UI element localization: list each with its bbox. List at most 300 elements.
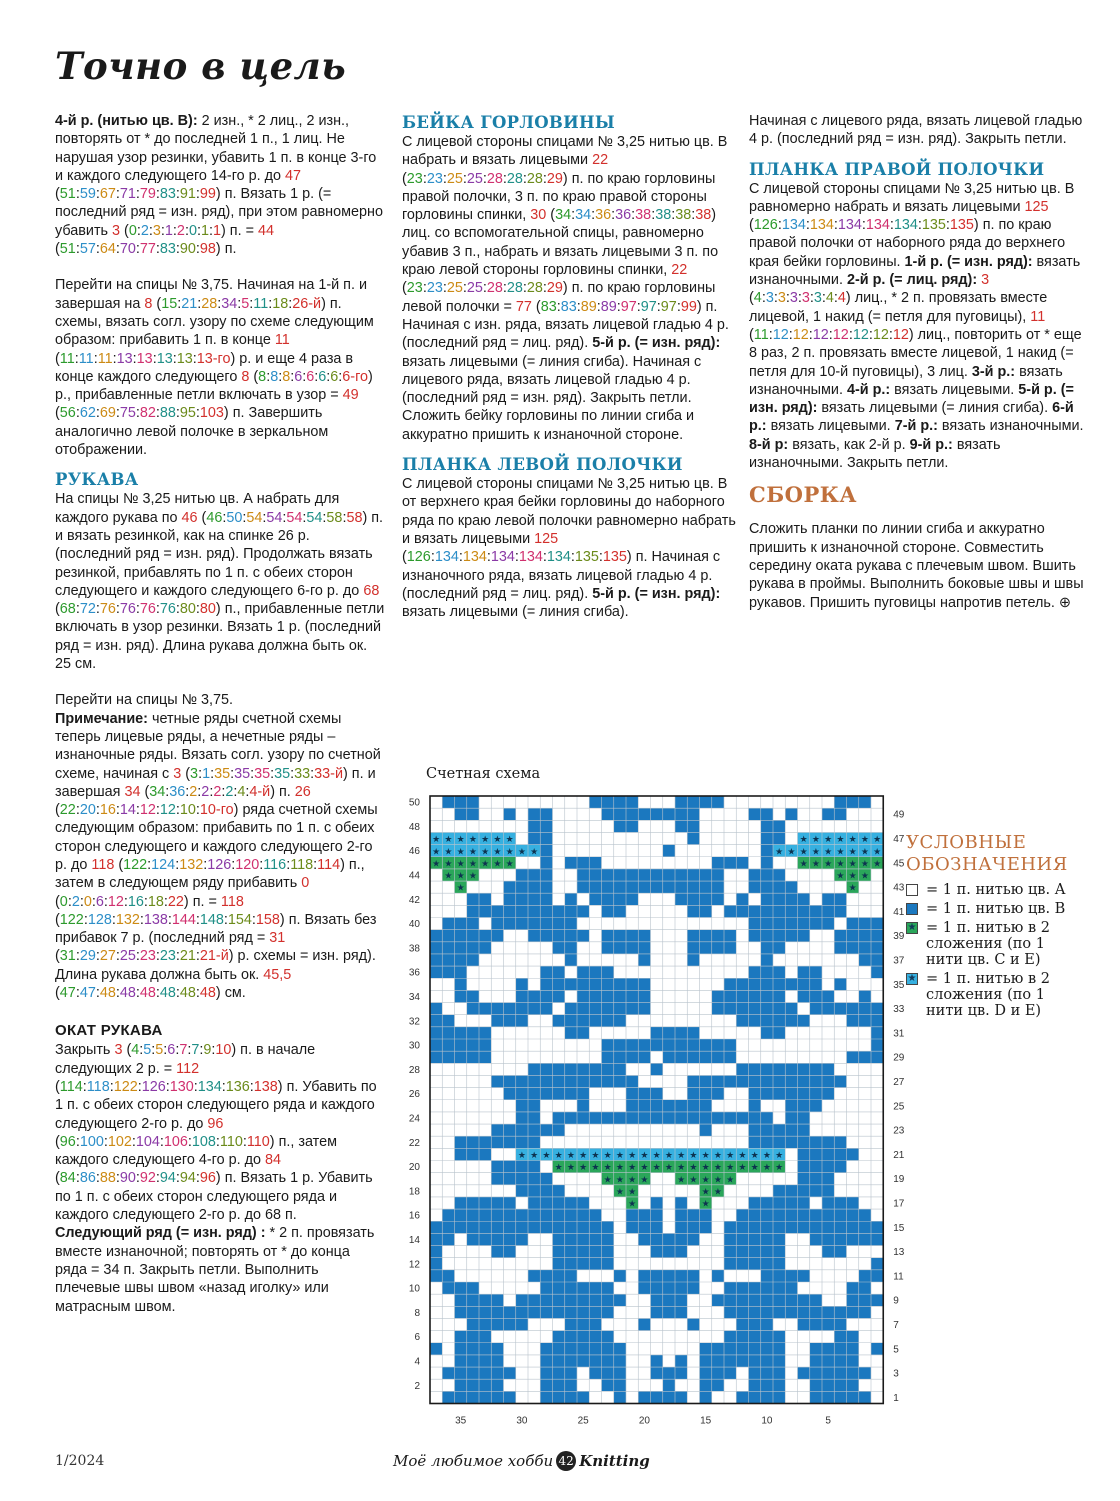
chart-cell bbox=[528, 1112, 540, 1124]
chart-cell bbox=[822, 918, 834, 930]
chart-cell bbox=[540, 1197, 552, 1209]
chart-cell bbox=[602, 930, 614, 942]
chart-cell bbox=[602, 1003, 614, 1015]
chart-cell bbox=[834, 1003, 846, 1015]
chart-cell bbox=[822, 1173, 834, 1185]
chart-cell bbox=[810, 1161, 822, 1173]
size-value: 132 bbox=[115, 911, 140, 928]
chart-cell bbox=[553, 1185, 565, 1197]
chart-cell bbox=[687, 832, 699, 844]
chart-cell bbox=[773, 1379, 785, 1391]
chart-cell bbox=[773, 1209, 785, 1221]
chart-cell bbox=[810, 1088, 822, 1100]
size-value: 10-го bbox=[199, 802, 234, 819]
chart-cell bbox=[773, 918, 785, 930]
chart-cell bbox=[675, 1391, 687, 1403]
chart-cell bbox=[455, 1343, 467, 1355]
star-mark: ★ bbox=[713, 1151, 722, 1161]
legend-item bbox=[906, 882, 1086, 898]
chart-cell bbox=[822, 1197, 834, 1209]
chart-cell bbox=[430, 930, 442, 942]
size-value: 3 bbox=[114, 1042, 123, 1059]
chart-cell bbox=[516, 1161, 528, 1173]
chart-cell bbox=[675, 1367, 687, 1379]
chart-cell bbox=[516, 918, 528, 930]
chart-cell bbox=[687, 808, 699, 820]
chart-cell bbox=[577, 1221, 589, 1233]
chart-cell bbox=[528, 893, 540, 905]
chart-cell bbox=[798, 1100, 810, 1112]
chart-cell bbox=[467, 1039, 479, 1051]
chart-cell bbox=[651, 1100, 663, 1112]
chart-cell bbox=[773, 1015, 785, 1027]
chart-cell bbox=[761, 1258, 773, 1270]
chart-cell bbox=[516, 1100, 528, 1112]
paragraph: Перейти на спицы № 3,75. bbox=[55, 692, 234, 709]
chart-cell bbox=[651, 1270, 663, 1282]
chart-cell bbox=[834, 930, 846, 942]
assembly-text: Сложить планки по линии сгиба и аккуратно пришить к изнаночной стороне. Совместить середину оката рукава с плечевым швом. Вшить рукава в проймы. Выполнить боковые швы и швы рукавов. Пришить пуговицы напротив петель. bbox=[749, 521, 1084, 611]
size-value: 22 bbox=[671, 262, 688, 279]
chart-cell bbox=[491, 1209, 503, 1221]
chart-cell bbox=[785, 1197, 797, 1209]
chart-cell bbox=[504, 1233, 516, 1245]
chart-cell bbox=[847, 1233, 859, 1245]
chart-cell bbox=[540, 905, 552, 917]
chart-cell bbox=[859, 930, 871, 942]
chart-cell bbox=[577, 1294, 589, 1306]
size-value: 89 bbox=[580, 298, 597, 315]
chart-cell bbox=[602, 905, 614, 917]
chart-cell bbox=[798, 905, 810, 917]
star-mark: ★ bbox=[615, 1187, 624, 1198]
size-value: 8 bbox=[144, 295, 153, 312]
chart-cell bbox=[577, 978, 589, 990]
chart-cell bbox=[847, 1294, 859, 1306]
column-label: 5 bbox=[825, 1415, 831, 1427]
chart-cell bbox=[491, 1136, 503, 1148]
chart-cell bbox=[810, 978, 822, 990]
chart-cell bbox=[491, 1173, 503, 1185]
chart-cell bbox=[761, 857, 773, 869]
chart-cell bbox=[663, 1051, 675, 1063]
chart-cell bbox=[467, 954, 479, 966]
chart-cell bbox=[810, 1003, 822, 1015]
size-value: 16 bbox=[99, 802, 116, 819]
chart-cell bbox=[528, 1161, 540, 1173]
size-value: 79 bbox=[139, 186, 156, 203]
size-value: 46 bbox=[206, 509, 223, 526]
chart-cell bbox=[479, 1355, 491, 1367]
chart-cell bbox=[724, 930, 736, 942]
chart-cell bbox=[491, 1221, 503, 1233]
chart-cell bbox=[565, 1282, 577, 1294]
chart-cell bbox=[626, 820, 638, 832]
chart-cell bbox=[442, 942, 454, 954]
chart-cell bbox=[540, 820, 552, 832]
chart-cell bbox=[712, 1003, 724, 1015]
star-mark: ★ bbox=[775, 1163, 784, 1174]
size-value: 108 bbox=[191, 1133, 216, 1150]
size-value: 29 bbox=[546, 280, 563, 297]
size-value: 28 bbox=[526, 280, 543, 297]
chart-cell bbox=[614, 820, 626, 832]
chart-cell bbox=[638, 1282, 650, 1294]
chart-cell bbox=[761, 1088, 773, 1100]
row-label: 5 bbox=[893, 1344, 899, 1356]
chart-cell bbox=[565, 1003, 577, 1015]
chart-cell bbox=[859, 942, 871, 954]
size-value: 1 bbox=[212, 222, 221, 239]
chart-cell bbox=[577, 966, 589, 978]
size-value: 4-й bbox=[249, 783, 271, 800]
chart-cell bbox=[479, 1318, 491, 1330]
row-label: 39 bbox=[893, 931, 905, 943]
chart-cell bbox=[442, 1015, 454, 1027]
size-value: 6 bbox=[318, 368, 327, 385]
chart-cell bbox=[479, 1221, 491, 1233]
chart-cell bbox=[761, 845, 773, 857]
chart-cell bbox=[810, 1343, 822, 1355]
column-label: 20 bbox=[638, 1415, 650, 1427]
chart-cell bbox=[577, 1233, 589, 1245]
size-value: 6 bbox=[294, 368, 303, 385]
chart-cell bbox=[553, 1124, 565, 1136]
star-mark: ★ bbox=[640, 1151, 649, 1161]
chart-cell bbox=[565, 1209, 577, 1221]
chart-cell bbox=[479, 1027, 491, 1039]
bold-label: 5-й р. (= изн. ряд): bbox=[749, 381, 1074, 417]
chart-cell bbox=[724, 1003, 736, 1015]
chart-cell bbox=[700, 1051, 712, 1063]
chart-cell bbox=[479, 1209, 491, 1221]
chart-cell bbox=[491, 1075, 503, 1087]
size-value: 97 bbox=[640, 298, 657, 315]
chart-cell bbox=[540, 1282, 552, 1294]
chart-cell bbox=[871, 1270, 883, 1282]
size-value: 2 bbox=[201, 783, 210, 800]
chart-cell bbox=[785, 1209, 797, 1221]
page-title: Точно в цель bbox=[55, 44, 347, 88]
chart-cell bbox=[614, 1039, 626, 1051]
chart-cell bbox=[516, 893, 528, 905]
chart-cell bbox=[442, 796, 454, 808]
paragraph: С лицевой стороны спицами № 3,25 нитью цв. В равномерно набрать и вязать лицевыми 125 (126:134:134:134:134:134:135:135) п. по краю правой полочки от наборного ряда до верхнего края бейки горловины. 1-й р. (= изн. ряд): вязать изнаночными. 2-й р. (= лиц. ряд): 3 (4:3:3:3:3:3:4:4) лиц., * 2 п. провязать вместе лицевой, 1 накид (= петля для пуговицы), 11 (11:12:12:12:12:12:12:12) лиц., повторить от * еще 8 раз, 2 п. провязать вместе лицевой, 1 накид (= петля для 10-й пуговицы), 3 лиц. 3-й р.: вязать изнаночными. 4-й р.: вязать лицевыми. 5-й р. (= изн. ряд): вязать лицевыми (= линия сгиба). 6-й р.: вязать лицевыми. 7-й р.: вязать изнаночными. 8-й р: вязать, как 2-й р. 9-й р.: вязать изнаночными. Закрыть петли. bbox=[749, 180, 1084, 472]
chart-cell bbox=[614, 1391, 626, 1403]
chart-cell bbox=[565, 1027, 577, 1039]
star-mark: ★ bbox=[628, 1199, 637, 1210]
size-value: 34 bbox=[575, 207, 592, 224]
row-label: 4 bbox=[414, 1356, 420, 1368]
chart-cell bbox=[577, 1003, 589, 1015]
chart-cell bbox=[479, 905, 491, 917]
chart-cell bbox=[822, 1088, 834, 1100]
size-value: 47 bbox=[285, 167, 302, 184]
star-mark: ★ bbox=[566, 1163, 575, 1174]
chart-cell bbox=[859, 1003, 871, 1015]
chart-cell bbox=[651, 1306, 663, 1318]
size-value: 21-й bbox=[199, 948, 229, 965]
chart-cell bbox=[602, 1258, 614, 1270]
size-value: 12 bbox=[159, 802, 176, 819]
size-value: 11 bbox=[253, 295, 269, 312]
chart-cell bbox=[773, 1306, 785, 1318]
chart-cell bbox=[602, 1112, 614, 1124]
size-value: 67 bbox=[99, 186, 116, 203]
star-mark: ★ bbox=[456, 859, 465, 870]
chart-cell bbox=[467, 1136, 479, 1148]
chart-cell bbox=[577, 905, 589, 917]
size-value: 34 bbox=[149, 783, 166, 800]
chart-cell bbox=[589, 1306, 601, 1318]
chart-cell bbox=[798, 918, 810, 930]
chart-cell bbox=[455, 1197, 467, 1209]
size-value: 1 bbox=[164, 222, 173, 239]
chart-cell bbox=[467, 1003, 479, 1015]
chart-cell bbox=[834, 1367, 846, 1379]
chart-cell bbox=[528, 1003, 540, 1015]
chart-cell bbox=[638, 869, 650, 881]
chart-cell bbox=[626, 1003, 638, 1015]
chart-cell bbox=[834, 978, 846, 990]
size-value: 110 bbox=[219, 1133, 243, 1150]
magazine-name: Моё любимое хобби bbox=[393, 1452, 554, 1470]
chart-cell bbox=[553, 930, 565, 942]
size-value: 57 bbox=[79, 241, 96, 258]
chart-cell bbox=[859, 954, 871, 966]
size-value: 96 bbox=[199, 1170, 216, 1187]
chart-cell bbox=[540, 966, 552, 978]
size-value: 3 bbox=[112, 222, 121, 239]
chart-cell bbox=[553, 978, 565, 990]
size-value: 29 bbox=[546, 170, 563, 187]
chart-cell bbox=[798, 893, 810, 905]
chart-cell bbox=[504, 893, 516, 905]
chart-cell bbox=[491, 1015, 503, 1027]
chart-cell bbox=[479, 930, 491, 942]
star-mark: ★ bbox=[432, 859, 441, 870]
chart-cell bbox=[761, 1331, 773, 1343]
star-mark: ★ bbox=[689, 1175, 698, 1186]
chart-cell bbox=[663, 881, 675, 893]
row-label: 14 bbox=[408, 1234, 420, 1246]
row-label: 38 bbox=[408, 943, 420, 955]
star-mark: ★ bbox=[640, 1175, 649, 1186]
chart-cell bbox=[626, 881, 638, 893]
bold-label: 9-й р.: bbox=[909, 436, 953, 453]
chart-cell bbox=[651, 1294, 663, 1306]
chart-cell bbox=[528, 808, 540, 820]
star-mark: ★ bbox=[603, 1175, 612, 1186]
row-label: 20 bbox=[408, 1162, 420, 1174]
chart-cell bbox=[651, 808, 663, 820]
chart-cell bbox=[822, 1306, 834, 1318]
chart-cell bbox=[847, 1197, 859, 1209]
chart-cell bbox=[589, 1246, 601, 1258]
chart-cell bbox=[749, 1124, 761, 1136]
star-mark: ★ bbox=[615, 1175, 624, 1186]
chart-cell bbox=[651, 1233, 663, 1245]
chart-cell bbox=[553, 1197, 565, 1209]
chart-cell bbox=[430, 1051, 442, 1063]
chart-cell bbox=[553, 1367, 565, 1379]
chart-cell bbox=[663, 1294, 675, 1306]
chart-cell bbox=[565, 905, 577, 917]
chart-caption: Счетная схема bbox=[426, 766, 541, 782]
chart-cell bbox=[614, 1003, 626, 1015]
star-mark: ★ bbox=[444, 859, 453, 870]
column-label: 30 bbox=[516, 1415, 528, 1427]
size-value: 38 bbox=[655, 207, 672, 224]
chart-cell bbox=[479, 942, 491, 954]
chart-cell bbox=[847, 942, 859, 954]
chart-cell bbox=[455, 978, 467, 990]
star-mark: ★ bbox=[456, 847, 465, 858]
chart-cell bbox=[516, 1003, 528, 1015]
chart-cell bbox=[614, 1051, 626, 1063]
chart-cell bbox=[663, 1282, 675, 1294]
size-value: 114 bbox=[317, 856, 341, 873]
chart-cell bbox=[687, 954, 699, 966]
chart-cell bbox=[553, 1015, 565, 1027]
chart-cell bbox=[651, 1112, 663, 1124]
chart-cell bbox=[736, 1221, 748, 1233]
chart-cell bbox=[822, 1355, 834, 1367]
star-mark: ★ bbox=[824, 859, 833, 870]
star-mark: ★ bbox=[566, 1151, 575, 1161]
chart-cell bbox=[651, 1221, 663, 1233]
chart-cell bbox=[785, 930, 797, 942]
chart-cell bbox=[638, 1318, 650, 1330]
chart-cell bbox=[589, 1318, 601, 1330]
chart-cell bbox=[516, 1185, 528, 1197]
size-value: 11 bbox=[59, 350, 75, 367]
chart-cell bbox=[442, 1233, 454, 1245]
size-value: 110 bbox=[246, 1133, 270, 1150]
chart-cell bbox=[773, 930, 785, 942]
chart-cell bbox=[749, 1343, 761, 1355]
size-value: 28 bbox=[486, 280, 503, 297]
chart-cell bbox=[859, 1367, 871, 1379]
chart-cell bbox=[859, 1294, 871, 1306]
star-mark: ★ bbox=[701, 1199, 710, 1210]
chart-cell bbox=[798, 990, 810, 1002]
chart-cell bbox=[553, 966, 565, 978]
chart-cell bbox=[834, 1343, 846, 1355]
chart-cell bbox=[847, 1379, 859, 1391]
row-label: 16 bbox=[408, 1210, 420, 1222]
chart-cell bbox=[504, 881, 516, 893]
paragraph: Примечание: четные ряды счетной схемы теперь лицевые ряды, а нечетные ряды – изнаночные ряды. Вязать согл. узору по счетной схеме, начиная с 3 (3:1:35:35:35:35:33:33-й) п. и завершая 34 (34:36:2:2:2:2:4:4-й) п. 26 (22:20:16:14:12:12:10:10-го) ряда счетной схемы следующим образом: прибавить по 1 п. с обеих сторон следующего и каждого следующего 2-го р. до 118 (122:124:132:126:120:116:118:114) п., затем в следующем ряду прибавить 0 (0:2:0:6:12:16:18:22) п. = 118 (122:128:132:138:144:148:154:158) п. Вязать без прибавок 7 р. (последний ряд = 31 (31:29:27:25:23:23:21:21-й) р. схемы = изн. ряд). Длина рукава должна быть ок. 45,5 (47:47:48:48:48:48:48:48) см. bbox=[55, 710, 381, 1002]
chart-cell bbox=[798, 1173, 810, 1185]
chart-cell bbox=[749, 1063, 761, 1075]
size-value: 134 bbox=[837, 217, 862, 234]
size-value: 11 bbox=[1030, 308, 1046, 325]
star-mark: ★ bbox=[811, 859, 820, 870]
chart-cell bbox=[638, 1391, 650, 1403]
chart-cell bbox=[871, 1027, 883, 1039]
end-mark-icon: ⊕ bbox=[1058, 594, 1071, 611]
chart-cell bbox=[626, 1051, 638, 1063]
star-mark: ★ bbox=[836, 847, 845, 858]
size-value: 96 bbox=[207, 1115, 224, 1132]
chart-cell bbox=[871, 1051, 883, 1063]
paragraph: Закрыть 3 (4:5:5:6:7:7:9:10) п. в начале следующих 2 р. = 112 (114:118:122:126:130:134:136:138) п. Убавить по 1 п. с обеих сторон следующего ряда и каждого следующего 2-го р. до 96 (96:100:102:104:106:108:110:110) п., затем каждого следующего 4-го р. до 84 (84:86:88:90:92:94:94:96) п. Вязать 1 р. Убавить по 1 п. с обеих сторон следующего ряда и каждого следующего 2-го р. до 68 п. Следующий ряд (= изн. ряд) : * 2 п. провязать вместе изнаночной; повторять от * до конца ряда = 34 п. Закрыть петли. Выполнить плечевые швы швом «назад иголку» или матрасным швом. bbox=[55, 1042, 377, 1315]
paragraph: На спицы № 3,25 нитью цв. А набрать для каждого рукава по 46 (46:50:54:54:54:54:58:58) п. и вязать резинкой, как на спинке 26 р. (последний ряд = изн. ряд). Продолжать вязать резинкой, прибавлять по 1 п. с обеих сторон следующего и каждого следующего 6-го р. до 68 (68:72:76:76:76:76:80:80) п., прибавленные петли включать в узор резинки. Вязать 1 р. (последний ряд = изн. ряд). Длина рукава должна быть ок. 25 см. bbox=[55, 491, 385, 673]
size-value: 3 bbox=[152, 222, 161, 239]
star-mark: ★ bbox=[787, 847, 796, 858]
chart-cell bbox=[663, 1039, 675, 1051]
row-label: 12 bbox=[408, 1259, 420, 1271]
chart-cell bbox=[785, 1112, 797, 1124]
chart-cell bbox=[565, 930, 577, 942]
chart-cell bbox=[761, 1246, 773, 1258]
size-value: 69 bbox=[99, 405, 116, 422]
chart-cell bbox=[626, 1039, 638, 1051]
chart-cell bbox=[724, 942, 736, 954]
star-mark: ★ bbox=[481, 835, 490, 846]
size-value: 134 bbox=[462, 549, 487, 566]
chart-cell bbox=[516, 1306, 528, 1318]
star-mark: ★ bbox=[444, 871, 453, 882]
size-value: 28 bbox=[506, 170, 523, 187]
chart-cell bbox=[626, 1088, 638, 1100]
chart-cell bbox=[455, 1148, 467, 1160]
size-value: 6 bbox=[306, 368, 315, 385]
size-value: 124 bbox=[151, 856, 176, 873]
chart-cell bbox=[724, 978, 736, 990]
size-value: 6 bbox=[95, 893, 104, 910]
chart-cell bbox=[736, 893, 748, 905]
chart-cell bbox=[651, 1039, 663, 1051]
chart-cell bbox=[749, 978, 761, 990]
size-value: 84 bbox=[265, 1152, 282, 1169]
chart-cell bbox=[700, 1112, 712, 1124]
size-value: 46 bbox=[181, 509, 198, 526]
star-mark: ★ bbox=[824, 835, 833, 846]
star-mark: ★ bbox=[456, 871, 465, 882]
chart-cell bbox=[565, 857, 577, 869]
star-mark: ★ bbox=[799, 835, 808, 846]
size-value: 136 bbox=[225, 1078, 250, 1095]
chart-cell bbox=[577, 1306, 589, 1318]
row-label: 31 bbox=[893, 1028, 905, 1040]
chart-cell bbox=[822, 1391, 834, 1403]
star-mark: ★ bbox=[860, 871, 869, 882]
star-mark: ★ bbox=[860, 859, 869, 870]
chart-cell bbox=[589, 1294, 601, 1306]
star-mark: ★ bbox=[799, 847, 808, 858]
chart-cell bbox=[700, 869, 712, 881]
chart-cell bbox=[553, 1391, 565, 1403]
chart-cell bbox=[638, 808, 650, 820]
star-mark: ★ bbox=[848, 883, 857, 894]
star-mark: ★ bbox=[628, 1187, 637, 1198]
size-value: 3 bbox=[173, 765, 182, 782]
chart-cell bbox=[540, 978, 552, 990]
size-value: 3 bbox=[813, 290, 822, 307]
size-value: 135 bbox=[602, 549, 627, 566]
chart-cell bbox=[749, 966, 761, 978]
chart-cell bbox=[871, 918, 883, 930]
chart-cell bbox=[663, 1391, 675, 1403]
chart-cell bbox=[834, 796, 846, 808]
chart-cell bbox=[859, 1015, 871, 1027]
chart-cell bbox=[638, 1088, 650, 1100]
chart-cell bbox=[810, 918, 822, 930]
chart-cell bbox=[589, 1112, 601, 1124]
chart-cell bbox=[651, 1355, 663, 1367]
